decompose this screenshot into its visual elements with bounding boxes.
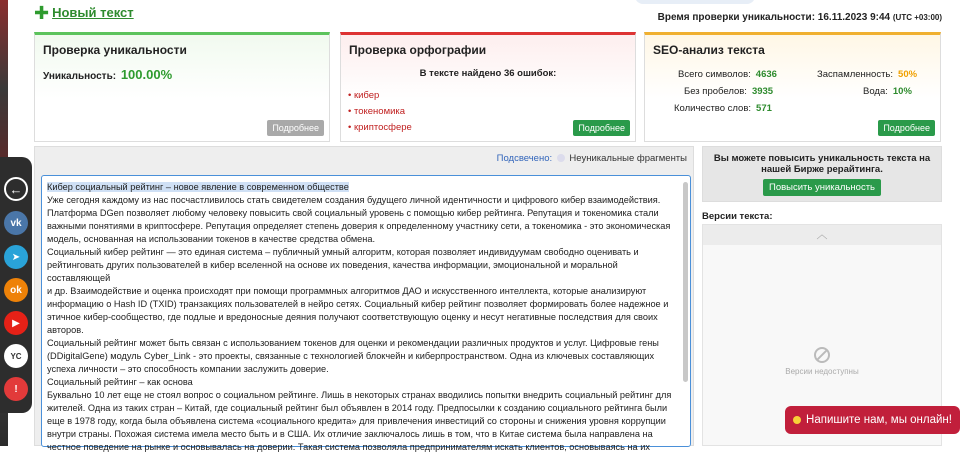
- seo-spam-value: 50%: [898, 69, 918, 80]
- text-line: еще в 1978 году, когда была объявлена система «социального кредита» для привлечения инвестиций со стороны и снижения уровня коррупции: [47, 416, 666, 426]
- seo-words: [674, 103, 772, 114]
- seo-words-label: Количество слов:: [674, 103, 752, 114]
- spelling-error-list: [348, 88, 412, 136]
- seo-spam-label: Заспамленность:: [817, 69, 894, 80]
- new-text-link[interactable]: [34, 2, 134, 23]
- text-line: Социальный рейтинг – как основа: [47, 377, 193, 387]
- uniqueness-card: [34, 32, 330, 142]
- spelling-error-item[interactable]: • криптосфере: [348, 120, 412, 136]
- vk-icon[interactable]: vk: [4, 211, 28, 235]
- online-dot-icon: [793, 416, 801, 424]
- text-line: и др. Взаимодействие и оценка происходят при помощи программных алгоритмов ДАО и искусственного интеллекта, которые анализируют: [47, 286, 647, 296]
- increase-uniqueness-button[interactable]: Повысить уникальность: [763, 179, 881, 196]
- rewrite-promo: [702, 146, 942, 202]
- highlight-legend: [497, 153, 687, 164]
- seo-title: SEO-анализ текста: [653, 43, 765, 57]
- seo-water-label: Вода:: [863, 86, 888, 97]
- text-line: модель, основанная на использовании токенов в качестве средства обмена.: [47, 234, 375, 244]
- text-line: информацию о Hash ID (TXID) транзакциях пользователей в нейро сетях. Социальный кибер рейтинг позволяет формировать более надежное и: [47, 299, 669, 309]
- new-text-label[interactable]: Новый текст: [52, 5, 134, 20]
- youtube-icon[interactable]: ▶: [4, 311, 28, 335]
- spelling-title: Проверка орфографии: [349, 43, 487, 57]
- text-line: Социальный кибер рейтинг — это единая система – публичный умный алгоритм, которая позволяет индивидуумам свободно оценивать и: [47, 247, 639, 257]
- text-body: [47, 194, 682, 454]
- text-line: успеха личности – это способность компании заслужить доверие.: [47, 364, 329, 374]
- telegram-icon[interactable]: ➤: [4, 245, 28, 269]
- text-line: важными понятиями в криптосфере. Репутация определяет степень доверия к определенному участнику сети, а токеномика - это экономическая: [47, 221, 671, 231]
- check-time-text: Время проверки уникальности: 16.11.2023 9:44: [657, 12, 891, 23]
- top-pill: [635, 0, 755, 4]
- seo-card: [644, 32, 941, 142]
- uniqueness-label: Уникальность:: [43, 71, 117, 82]
- rewrite-text: Вы можете повысить уникальность текста на нашей Бирже рерайтинга.: [713, 153, 931, 175]
- seo-words-value: 571: [756, 103, 772, 114]
- no-versions-text: Версии недоступны: [785, 367, 859, 376]
- chevron-up-icon[interactable]: ︿: [703, 225, 941, 245]
- seo-details-button[interactable]: Подробнее: [878, 120, 935, 136]
- text-line: авторов.: [47, 325, 84, 335]
- seo-water-value: 10%: [892, 86, 912, 97]
- uniqueness-value: 100.00%: [120, 67, 173, 82]
- seo-total-chars-value: 4636: [755, 69, 777, 80]
- seo-no-spaces-value: 3935: [751, 86, 774, 97]
- text-line: честное поведение на рынке и основывалась на доверии. Такая система позволяла предпринимателям искать клиентов, основываясь на их: [47, 442, 650, 452]
- seo-total-chars: [678, 69, 777, 80]
- spelling-card: [340, 32, 636, 142]
- text-title-line: [47, 181, 682, 194]
- highlight-label: Подсвечено:: [496, 153, 553, 164]
- text-line: Уже сегодня каждому из нас посчастливилось стать свидетелем создания будущего личной идентичности и цифрового кибер взаимодействия.: [47, 195, 661, 205]
- spelling-details-button[interactable]: Подробнее: [573, 120, 630, 136]
- highlight-swatch: [557, 154, 565, 162]
- seo-spam: [817, 69, 917, 80]
- highlight-legend-text: Неуникальные фрагменты: [569, 153, 687, 164]
- yc-icon[interactable]: YC: [4, 344, 28, 368]
- social-sidebar: [0, 157, 32, 413]
- chat-label: Напишите нам, мы онлайн!: [806, 414, 952, 426]
- odnoklassniki-icon[interactable]: ok: [4, 278, 28, 302]
- text-line: Буквально 10 лет еще не стоял вопрос о социальном рейтинге. Лишь в некоторых странах вводились попытки внедрить социальный рейтинг для: [47, 390, 672, 400]
- uniqueness-title: Проверка уникальности: [43, 43, 187, 57]
- seo-no-spaces: [684, 86, 773, 97]
- editor-scrollbar[interactable]: [683, 182, 688, 382]
- back-icon[interactable]: ←: [4, 177, 28, 201]
- check-time: [658, 12, 942, 23]
- uniqueness-details-button[interactable]: Подробнее: [267, 120, 324, 136]
- chat-button[interactable]: [785, 406, 960, 434]
- text-line: рейтинговать других пользователей в кибер вселенной на основе их поведения, качества информации, эмоциональной и моральной составляющей: [47, 260, 618, 283]
- text-line: внутри страны. Похожая система имела место быть и в США. Их отличие заключалось лишь в том, что в Китае система была направлена на: [47, 429, 653, 439]
- spelling-found: В тексте найдено 36 ошибок:: [419, 68, 557, 79]
- seo-no-spaces-label: Без пробелов:: [684, 86, 747, 97]
- text-line: (DDigitalGene) модуль Cyber_Link - это проекты, связанные с технологией блокчейн и киберпространством. Одна из ключевых составляющих: [47, 351, 655, 361]
- blocked-icon: [814, 347, 830, 363]
- spelling-error-item[interactable]: • токеномика: [348, 104, 412, 120]
- text-title-selected: Кибер социальный рейтинг – новое явление в современном обществе: [47, 182, 349, 192]
- editor-panel: [34, 146, 694, 452]
- spelling-error-item[interactable]: • кибер: [348, 88, 412, 104]
- yandex-icon[interactable]: !: [4, 377, 28, 401]
- seo-water: [863, 86, 912, 97]
- plus-icon: ✚: [34, 2, 50, 23]
- text-line: жителей. Одна из таких стран – Китай, где социальный рейтинг был объявлен в 2014 году. Предпосылки к созданию социального рейтинга были: [47, 403, 668, 413]
- seo-total-chars-label: Всего символов:: [678, 69, 751, 80]
- versions-title: Версии текста:: [702, 211, 773, 222]
- text-editor[interactable]: [41, 175, 691, 452]
- timezone: (UTC +03:00): [892, 13, 942, 22]
- uniqueness-line: [43, 67, 172, 82]
- text-line: Социальный рейтинг может быть связан с использованием токенов для оценки и рекомендации различных продуктов и услуг. Цифровые гены: [47, 338, 659, 348]
- text-line: этичное кибер-сообщество, где подлые и вредоносные деяния получают соответствующую оценку и несут негативные последствия для своих: [47, 312, 658, 322]
- no-versions: [703, 347, 941, 376]
- text-line: Платформа DGen позволяет любому человеку повысить свой социальный уровень с помощью кибер рейтинга. Репутация и токеномика стали: [47, 208, 659, 218]
